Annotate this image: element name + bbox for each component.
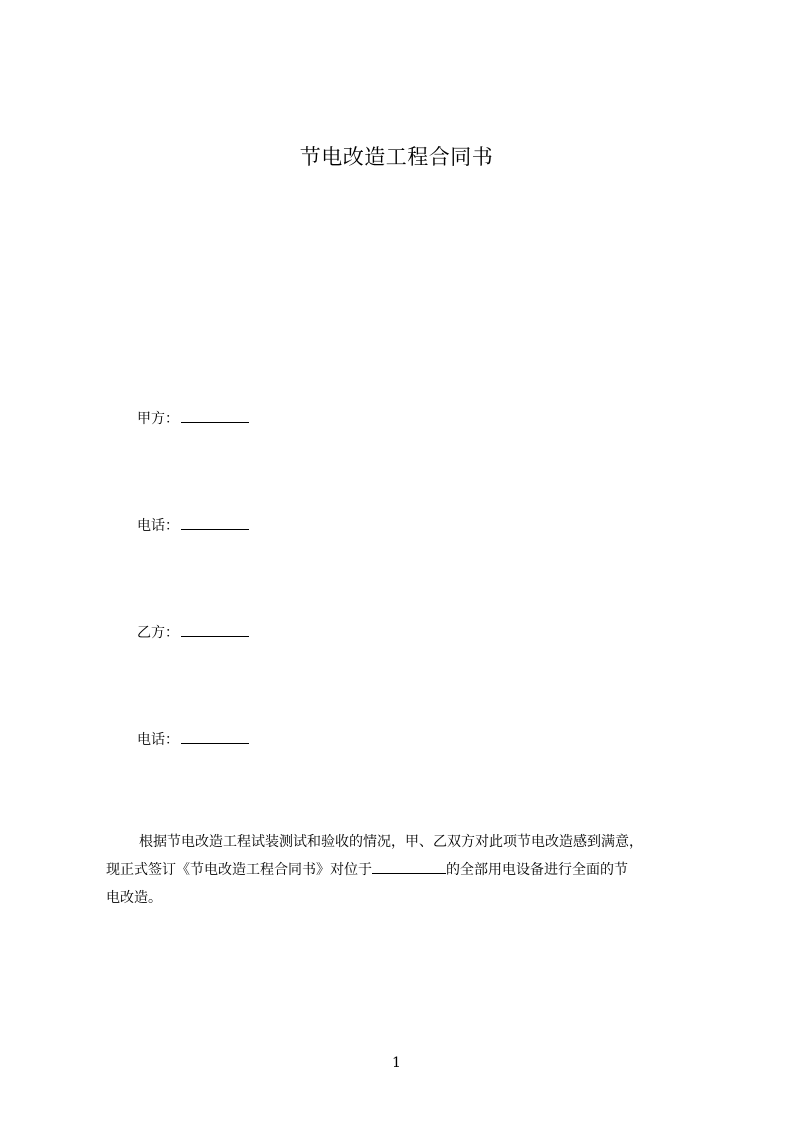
party-b-label: 乙方： <box>137 625 179 641</box>
paragraph-line-3: 电改造。 <box>106 890 162 906</box>
party-b-field <box>137 622 249 642</box>
party-a-phone-label: 电话： <box>137 518 179 534</box>
document-title: 节电改造工程合同书 <box>299 145 494 169</box>
paragraph-line-2-start: 现正式签订《节电改造工程合同书》对位于 <box>106 862 372 878</box>
location-blank[interactable] <box>372 859 446 874</box>
party-b-blank[interactable] <box>181 622 249 637</box>
party-b-phone-field <box>137 729 249 749</box>
paragraph-line-1: 根据节电改造工程试装测试和验收的情况，甲、乙双方对此项节电改造感到满意， <box>139 834 643 850</box>
party-a-blank[interactable] <box>181 408 249 423</box>
party-b-phone-blank[interactable] <box>181 729 249 744</box>
party-a-phone-blank[interactable] <box>181 515 249 530</box>
page-number: 1 <box>392 1055 401 1071</box>
party-a-phone-field <box>137 515 249 535</box>
paragraph-line-2-end: 的全部用电设备进行全面的节 <box>446 862 628 878</box>
contract-paragraph <box>106 828 718 912</box>
party-a-field <box>137 408 249 428</box>
party-a-label: 甲方： <box>137 411 179 427</box>
paragraph-line-2 <box>106 856 718 884</box>
party-b-phone-label: 电话： <box>137 732 179 748</box>
